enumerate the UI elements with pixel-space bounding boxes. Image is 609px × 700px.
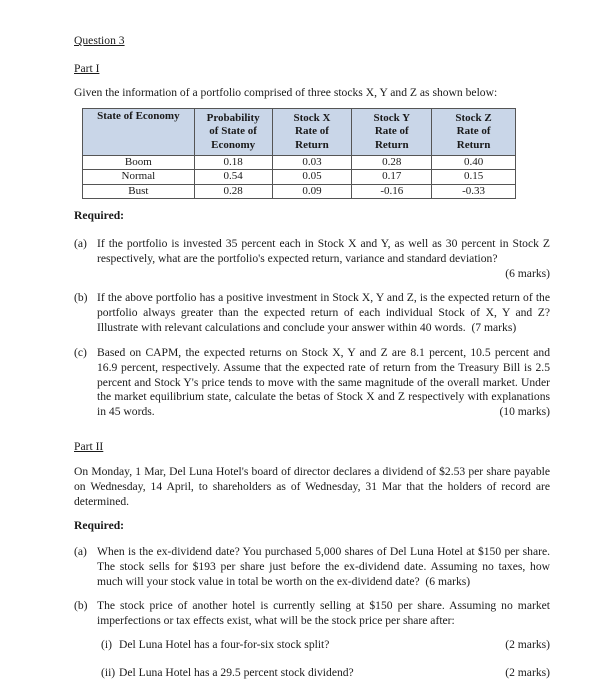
question-text: When is the ex-dividend date? You purchased 5,000 shares of Del Luna Hotel at $150 per share. The stock sells for $193 per share just before the ex-dividend date. Assuming no taxes, how much will your stock value in total be worth on the ex-dividend date? [97, 545, 550, 588]
part2-required-label: Required: [74, 519, 125, 532]
table-cell: 0.28 [194, 184, 272, 198]
table-row [83, 184, 516, 198]
question-label: (a) [74, 237, 87, 250]
header-probability: Probability of State of Economy [194, 109, 272, 156]
returns-table [82, 108, 516, 199]
table-cell: Boom [83, 156, 195, 170]
part1-title: Part I [74, 62, 100, 75]
table-row [83, 156, 516, 170]
part1-question-c [74, 346, 550, 420]
question-marks: (7 marks) [471, 320, 517, 334]
part1-intro: Given the information of a portfolio comprised of three stocks X, Y and Z as shown below: [74, 86, 498, 99]
question-text: Based on CAPM, the expected returns on Stock X, Y and Z are 8.1 percent, 10.5 percent and 16.9 percent, respectively. Assume that the expected rate of return from the Treasury Bill is 2.5 percent and Stock Y's price tends to move with the same magnitude of the overall market. Under the market equilibrium state, calculate the betas of Stock X and Z respectively with explanations in 45 words. [97, 346, 550, 419]
question-marks: (10 marks) [499, 405, 550, 419]
table-cell: 0.40 [432, 156, 516, 170]
question-text: The stock price of another hotel is currently selling at $150 per share. Assuming no market imperfections or tax effects exist, what will be the stock price per share after: [97, 599, 550, 627]
table-header-row [83, 109, 516, 156]
part2-title: Part II [74, 440, 104, 453]
subquestion-text: Del Luna Hotel has a four-for-six stock split? [119, 638, 330, 651]
question-text: If the above portfolio has a positive investment in Stock X, Y and Z, is the expected return of the portfolio always greater than the expected return of each individual Stock of X, Y and Z? Illustrate with relevant calculations and conclude your answer within 40 words. [97, 291, 550, 334]
header-state: State of Economy [83, 109, 195, 156]
subquestion-marks: (2 marks) [505, 666, 550, 679]
question-label: (b) [74, 291, 88, 304]
part2-question-a [74, 545, 550, 589]
header-stock-x: Stock X Rate of Return [272, 109, 352, 156]
table-cell: Bust [83, 184, 195, 198]
part2-subquestion-i [101, 638, 550, 653]
question-marks: (6 marks) [425, 574, 471, 588]
part2-intro: On Monday, 1 Mar, Del Luna Hotel's board of director declares a dividend of $2.53 per share payable on Wednesday, 14 April, to shareholders as of Wednesday, 31 Mar that the holders of record are determined. [74, 465, 550, 508]
table-cell: 0.18 [194, 156, 272, 170]
question-text: If the portfolio is invested 35 percent each in Stock X and Y, as well as 30 percent in Stock Z respectively, what are the portfolio's expected return, variance and standard deviation? [97, 237, 550, 265]
subquestion-marks: (2 marks) [505, 638, 550, 651]
table-cell: 0.15 [432, 170, 516, 184]
part2-subquestion-ii [101, 666, 550, 681]
question-title: Question 3 [74, 34, 125, 47]
question-marks: (6 marks) [505, 266, 550, 280]
part1-question-a [74, 237, 550, 281]
table-cell: 0.54 [194, 170, 272, 184]
question-label: (c) [74, 346, 87, 359]
part2-question-b [74, 599, 550, 629]
table-row [83, 170, 516, 184]
header-stock-y: Stock Y Rate of Return [352, 109, 432, 156]
subquestion-label: (i) [101, 638, 112, 651]
table-cell: 0.05 [272, 170, 352, 184]
subquestion-text: Del Luna Hotel has a 29.5 percent stock dividend? [119, 666, 354, 679]
part1-question-b [74, 291, 550, 335]
table-cell: -0.33 [432, 184, 516, 198]
table-cell: -0.16 [352, 184, 432, 198]
subquestion-label: (ii) [101, 666, 116, 679]
table-cell: 0.28 [352, 156, 432, 170]
question-label: (b) [74, 599, 88, 612]
table-cell: 0.17 [352, 170, 432, 184]
table-cell: 0.09 [272, 184, 352, 198]
table-cell: Normal [83, 170, 195, 184]
part1-required-label: Required: [74, 209, 125, 222]
header-stock-z: Stock Z Rate of Return [432, 109, 516, 156]
table-cell: 0.03 [272, 156, 352, 170]
question-label: (a) [74, 545, 87, 558]
